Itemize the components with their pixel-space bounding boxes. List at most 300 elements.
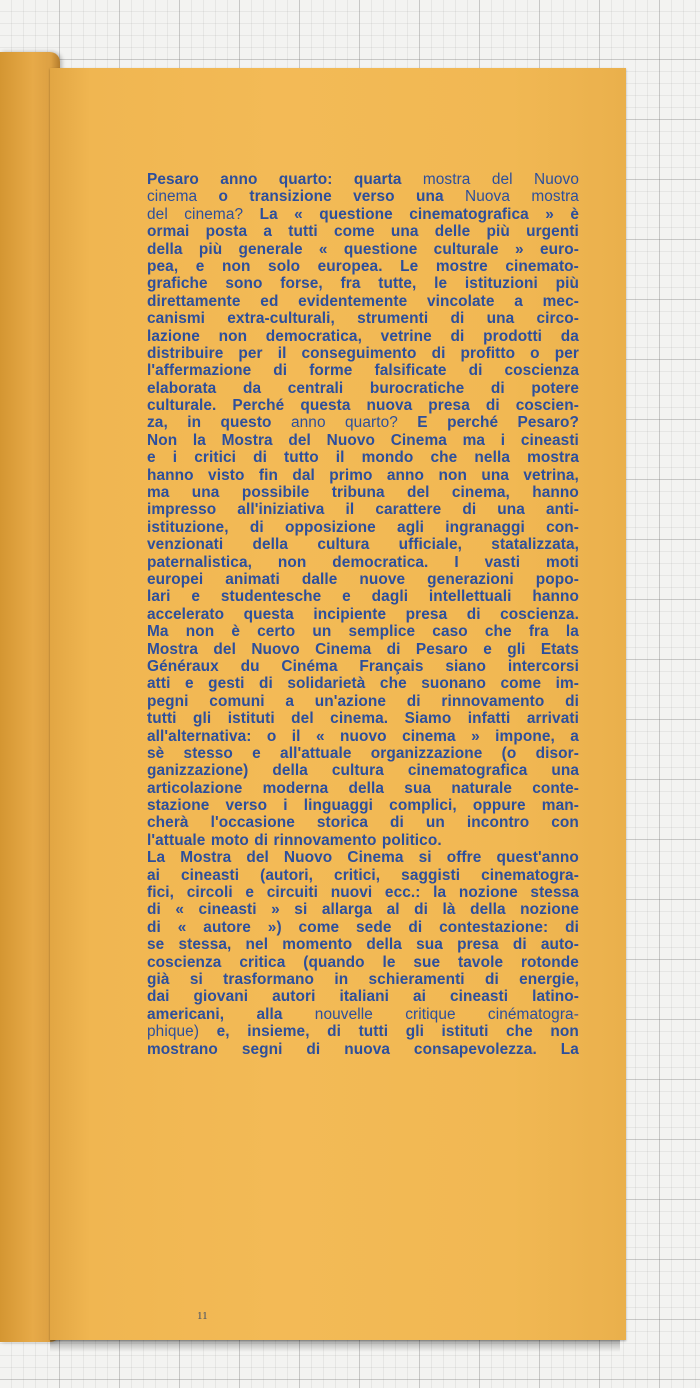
word: della — [470, 901, 506, 919]
word: tutto — [284, 449, 319, 467]
text-line — [147, 988, 579, 1005]
word: euro- — [539, 240, 579, 258]
word: coscienza — [147, 953, 222, 971]
word: culturale. — [147, 397, 217, 415]
word: Cinema — [315, 640, 372, 658]
word: è — [570, 205, 579, 223]
word: il — [291, 727, 301, 745]
word: Mostra — [147, 640, 199, 658]
word: prodotti — [483, 327, 543, 345]
text-line — [147, 710, 579, 727]
word: incontro — [466, 814, 530, 832]
word: culturale — [433, 240, 499, 258]
word: la — [433, 884, 447, 902]
word: i — [500, 431, 506, 449]
word: schieramenti — [368, 970, 465, 988]
word: allarga — [321, 901, 373, 919]
word: politico. — [381, 831, 442, 849]
word: tutte, — [378, 275, 417, 293]
word: rotonde — [520, 953, 579, 971]
text-line — [147, 345, 579, 362]
text-line — [147, 1023, 579, 1040]
word: della — [147, 240, 183, 258]
word: l'affermazione — [147, 362, 252, 380]
word: cinema. — [330, 710, 389, 728]
word: giovani — [193, 988, 249, 1006]
word: e — [245, 884, 255, 902]
word: » — [545, 205, 554, 223]
word: ma — [462, 431, 486, 449]
word: Nuovo — [283, 849, 333, 867]
word: certo — [257, 623, 296, 641]
word: non — [218, 327, 248, 345]
word: di — [484, 970, 499, 988]
word: mostrano — [147, 1040, 218, 1058]
word: vasti — [484, 553, 521, 571]
word: cultura — [331, 762, 384, 780]
word: sua — [416, 936, 443, 954]
text-line — [147, 380, 579, 397]
word: non — [550, 1023, 579, 1041]
word: fin — [258, 466, 278, 484]
word: urgenti — [526, 223, 579, 241]
word: di — [565, 692, 579, 710]
text-line — [147, 832, 579, 849]
word: cinema — [147, 188, 198, 206]
word: autori — [272, 988, 316, 1006]
word: mostra — [422, 171, 471, 188]
word: za, — [147, 414, 168, 432]
word: forse, — [280, 275, 323, 293]
word: nella — [474, 449, 510, 467]
word: questa — [300, 397, 351, 415]
word: generazioni — [427, 570, 514, 588]
word: dai — [147, 988, 170, 1006]
word: di — [249, 518, 264, 536]
word: tutti — [288, 223, 318, 241]
word: solo — [268, 257, 301, 275]
text-line — [147, 641, 579, 658]
word: solidarietà — [287, 675, 366, 693]
text-line — [147, 223, 579, 240]
word: incipiente — [313, 605, 387, 623]
text-line — [147, 467, 579, 484]
word: di — [259, 675, 273, 693]
word: direttamente — [147, 292, 241, 310]
word: di — [254, 831, 269, 849]
word: verso — [225, 797, 268, 815]
word: istituti — [441, 1023, 489, 1041]
word: siano — [445, 657, 487, 675]
word: dal — [292, 466, 315, 484]
word: a — [285, 692, 295, 710]
word: questione — [343, 240, 418, 258]
word: phique) — [147, 1023, 200, 1041]
word: storica — [316, 814, 369, 832]
word: come — [334, 223, 375, 241]
word: del — [406, 484, 430, 502]
word: coscienza. — [500, 605, 579, 623]
word: nuova — [366, 397, 413, 415]
word: di — [466, 605, 481, 623]
word: vetrine — [380, 327, 432, 345]
word: ganizzazione) — [147, 762, 249, 780]
word: ai — [147, 866, 161, 884]
word: europea. — [317, 257, 383, 275]
word: non — [221, 257, 251, 275]
word: arrivati — [526, 710, 579, 728]
word: fici, — [147, 884, 175, 902]
word: in — [334, 970, 349, 988]
word: latino- — [532, 988, 579, 1006]
word: Généraux — [147, 657, 219, 675]
word: moderna — [262, 779, 329, 797]
word: non — [185, 623, 215, 641]
word: stessa, — [178, 936, 232, 954]
word: di — [386, 640, 401, 658]
word: disor- — [535, 744, 579, 762]
word: anti- — [545, 501, 579, 519]
word: e — [195, 257, 205, 275]
word: di — [408, 918, 423, 936]
word: a — [570, 727, 579, 745]
word: coscien- — [515, 397, 579, 415]
word: istituzioni — [464, 275, 538, 293]
word: che — [379, 675, 407, 693]
word: critici, — [334, 866, 381, 884]
word: cinématogra- — [487, 1005, 579, 1023]
word: paternalistica, — [147, 553, 253, 571]
body-text — [147, 171, 579, 1058]
word: energie, — [519, 970, 579, 988]
word: intercorsi — [507, 657, 579, 675]
word: per — [554, 344, 579, 362]
word: delle — [434, 223, 471, 241]
word: verso — [353, 188, 395, 206]
text-line — [147, 432, 579, 449]
word: come — [298, 918, 340, 936]
word: già — [147, 970, 170, 988]
word: di — [147, 901, 161, 919]
word: (autori, — [260, 866, 314, 884]
page-number: 11 — [197, 1310, 208, 1322]
word: del — [213, 640, 236, 658]
word: da — [560, 327, 579, 345]
word: sè — [147, 744, 165, 762]
word: carattere — [375, 501, 442, 519]
text-line — [147, 936, 579, 953]
word: questione — [319, 205, 393, 223]
word: si — [189, 970, 203, 988]
text-line — [147, 849, 579, 866]
word: della — [348, 779, 385, 797]
word: infatti — [467, 710, 511, 728]
text-line — [147, 919, 579, 936]
word: falsificate — [374, 362, 447, 380]
word: opposizione — [284, 518, 376, 536]
word: ») — [267, 918, 282, 936]
word: e — [147, 449, 156, 467]
word: del — [491, 171, 513, 188]
word: critica — [239, 953, 286, 971]
word: critici — [194, 449, 236, 467]
word: contestazione: — [439, 918, 549, 936]
word: vetrina, — [523, 466, 579, 484]
text-line — [147, 310, 579, 327]
text-line — [147, 484, 579, 501]
word: Français — [359, 657, 424, 675]
word: una — [481, 466, 509, 484]
word: accelerato — [147, 605, 225, 623]
word: Nuovo — [251, 640, 300, 658]
word: man- — [541, 797, 579, 815]
word: ai — [412, 988, 427, 1006]
word: Nuovo — [326, 431, 376, 449]
word: una — [390, 223, 419, 241]
word: sue — [413, 953, 441, 971]
word: extra-culturali, — [227, 310, 335, 328]
word: Nuovo — [534, 171, 579, 188]
word: » — [271, 901, 280, 919]
word: quarto? — [345, 414, 398, 432]
word: transizione — [249, 188, 332, 206]
word: democratica, — [265, 327, 362, 345]
word: « — [177, 918, 187, 936]
word: I — [454, 553, 459, 571]
word: europei — [147, 570, 204, 588]
text-line — [147, 797, 579, 814]
word: il — [345, 501, 355, 519]
word: cherà — [147, 814, 189, 832]
word: l'attuale — [147, 831, 206, 849]
word: si — [294, 901, 308, 919]
word: strumenti — [357, 310, 429, 328]
word: anno — [386, 466, 425, 484]
text-line — [147, 884, 579, 901]
booklet-page — [50, 68, 626, 1340]
word: nuove — [359, 570, 406, 588]
text-line — [147, 397, 579, 414]
word: centrali — [287, 379, 344, 397]
word: ufficiale, — [398, 536, 463, 554]
word: ingranaggi — [445, 518, 525, 536]
word: « — [175, 901, 185, 919]
word: stazione — [147, 797, 210, 815]
word: mostre — [435, 257, 488, 275]
word: una — [191, 484, 220, 502]
word: di — [327, 1023, 342, 1041]
word: linguaggi — [303, 797, 374, 815]
word: di — [450, 310, 465, 328]
word: di — [468, 362, 483, 380]
word: critique — [405, 1005, 456, 1023]
word: vincolate — [426, 292, 495, 310]
word: La — [560, 1040, 579, 1058]
word: mec- — [542, 292, 579, 310]
word: momento — [282, 936, 353, 954]
text-line — [147, 623, 579, 640]
word: auto- — [540, 936, 579, 954]
word: burocratiche — [369, 379, 465, 397]
word: di — [490, 379, 505, 397]
word: (quando — [303, 953, 365, 971]
word: della — [252, 536, 289, 554]
word: di — [462, 501, 477, 519]
word: Non — [147, 431, 178, 449]
word: a — [514, 292, 523, 310]
word: di — [147, 918, 161, 936]
word: circuiti — [266, 884, 319, 902]
word: questa — [243, 605, 294, 623]
word: pegni — [147, 692, 189, 710]
word: sede — [356, 918, 392, 936]
word: Mostra — [180, 849, 232, 867]
word: consapevolezza. — [413, 1040, 537, 1058]
word: posta — [205, 223, 248, 241]
word: della — [366, 936, 402, 954]
word: mondo — [361, 449, 414, 467]
word: nuovo — [340, 727, 387, 745]
word: italiani — [339, 988, 389, 1006]
word: più — [486, 223, 510, 241]
word: cinema, — [451, 484, 510, 502]
word: generale — [238, 240, 303, 258]
word: con- — [546, 518, 579, 536]
word: di — [431, 344, 446, 362]
word: du — [240, 657, 260, 675]
word: le — [434, 275, 448, 293]
word: democratica. — [332, 553, 429, 571]
word: quest'anno — [496, 849, 579, 867]
word: della — [272, 762, 308, 780]
word: segni — [241, 1040, 283, 1058]
word: Cinema — [390, 431, 447, 449]
text-line — [147, 728, 579, 745]
word: impresso — [147, 501, 217, 519]
word: lari — [147, 588, 171, 606]
word: di — [485, 397, 500, 415]
word: grafiche — [147, 275, 208, 293]
word: non — [277, 553, 307, 571]
text-line — [147, 188, 579, 205]
word: cineasti — [450, 988, 509, 1006]
word: fra — [528, 623, 549, 641]
word: caso — [432, 623, 468, 641]
text-line — [147, 762, 579, 779]
word: mostra — [527, 449, 579, 467]
word: nel — [245, 936, 269, 954]
word: articolazione — [147, 779, 243, 797]
word: circoli — [186, 884, 233, 902]
word: Le — [400, 257, 419, 275]
word: di — [512, 936, 527, 954]
text-line — [147, 414, 579, 431]
word: cineasti — [198, 901, 257, 919]
word: potere — [531, 379, 579, 397]
word: im- — [555, 675, 579, 693]
word: atti — [147, 675, 171, 693]
word: perché — [447, 414, 499, 432]
word: ed — [260, 292, 279, 310]
text-line — [147, 814, 579, 831]
word: una — [497, 501, 525, 519]
text-line — [147, 867, 579, 884]
word: sono — [225, 275, 263, 293]
text-line — [147, 571, 579, 588]
word: suonano — [421, 675, 487, 693]
word: presa — [428, 397, 470, 415]
word: semplice — [348, 623, 416, 641]
word: un — [312, 623, 332, 641]
word: tribuna — [331, 484, 385, 502]
word: gli — [405, 1023, 424, 1041]
text-line — [147, 171, 579, 188]
text-line — [147, 362, 579, 379]
word: » — [471, 727, 480, 745]
word: più — [555, 275, 579, 293]
word: le — [382, 953, 396, 971]
text-line — [147, 536, 579, 553]
word: Cinéma — [281, 657, 338, 675]
word: di — [414, 901, 429, 919]
word: stesso — [183, 744, 233, 762]
word: e — [483, 640, 492, 658]
text-line — [147, 1041, 579, 1058]
word: del — [147, 205, 168, 223]
text-line — [147, 745, 579, 762]
word: primo — [329, 466, 373, 484]
word: all'iniziativa — [237, 501, 325, 519]
word: cultura — [317, 536, 370, 554]
word: all'attuale — [280, 744, 352, 762]
word: tutti — [147, 710, 177, 728]
word: E — [417, 414, 428, 432]
word: Mostra — [221, 431, 273, 449]
word: al — [386, 901, 400, 919]
word: pea, — [147, 257, 179, 275]
word: gli — [507, 640, 526, 658]
word: non — [438, 466, 467, 484]
word: questo — [220, 414, 272, 432]
word: una — [486, 310, 515, 328]
word: istituti — [227, 710, 275, 728]
word: cinema? — [184, 205, 244, 223]
word: Etats — [540, 640, 579, 658]
text-line — [147, 693, 579, 710]
word: sua — [404, 779, 432, 797]
word: i — [172, 449, 178, 467]
word: Pesaro — [147, 171, 199, 188]
word: moti — [546, 553, 579, 571]
word: Nuova — [464, 188, 510, 206]
word: possibile — [241, 484, 310, 502]
word: « — [315, 727, 325, 745]
word: e — [342, 588, 351, 606]
word: che — [430, 449, 458, 467]
word: La — [147, 849, 166, 867]
word: rinnovamento — [273, 831, 377, 849]
word: o — [530, 344, 540, 362]
word: circo- — [536, 310, 579, 328]
word: cinema — [402, 727, 456, 745]
text-line — [147, 206, 579, 223]
word: » — [515, 240, 524, 258]
word: e, — [216, 1023, 230, 1041]
word: come — [500, 675, 542, 693]
word: complici, — [389, 797, 457, 815]
text-line — [147, 275, 579, 292]
word: conseguimento — [301, 344, 417, 362]
